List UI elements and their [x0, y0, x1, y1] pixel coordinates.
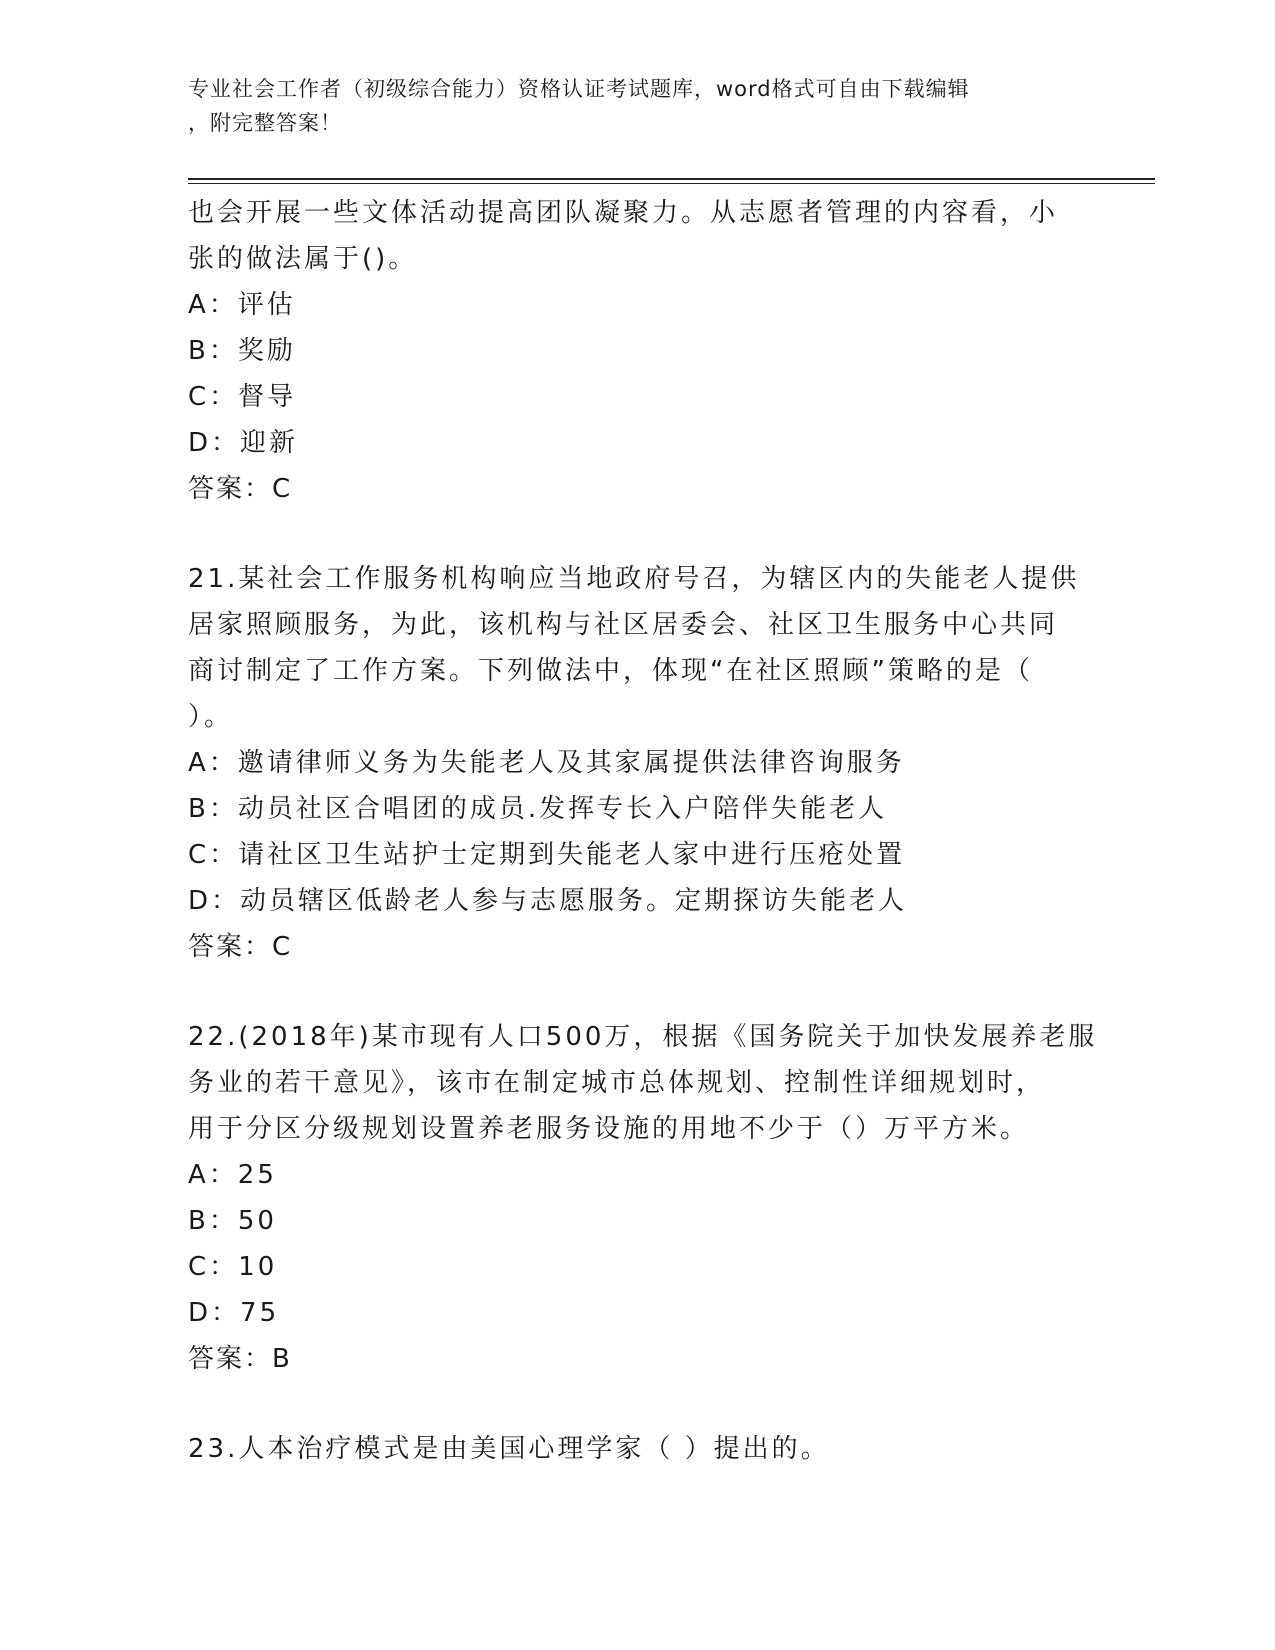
spacer — [188, 970, 1088, 1014]
option-b: B：动员社区合唱团的成员.发挥专长入户陪伴失能老人 — [188, 794, 888, 824]
header-divider-thick — [188, 178, 1155, 180]
header-line-1: 专业社会工作者（初级综合能力）资格认证考试题库，word格式可自由下载编辑 — [188, 77, 970, 101]
answer-line: 答案：C — [188, 474, 293, 504]
question-text-line: 务业的若干意见》，该市在制定城市总体规划、控制性详细规划时， — [188, 1068, 1046, 1098]
document-header — [188, 72, 1068, 140]
spacer — [188, 1382, 1088, 1426]
option-c: C：请社区卫生站护士定期到失能老人家中进行压疮处置 — [188, 840, 906, 870]
question-text-line: 用于分区分级规划设置养老服务设施的用地不少于（）万平方米。 — [188, 1114, 1030, 1144]
question-text-line: 22.(2018年)某市现有人口500万，根据《国务院关于加快发展养老服 — [188, 1022, 1098, 1052]
document-body — [188, 190, 1098, 1472]
question-text-line: 张的做法属于()。 — [188, 244, 418, 274]
question-22 — [188, 1014, 1098, 1382]
header-divider-thin — [188, 183, 1155, 184]
option-b: B：50 — [188, 1206, 277, 1236]
answer-line: 答案：C — [188, 932, 293, 962]
question-21 — [188, 556, 1088, 970]
question-text-line: 商讨制定了工作方案。下列做法中，体现“在社区照顾”策略的是（ — [188, 656, 1033, 686]
question-text-line: 也会开展一些文体活动提高团队凝聚力。从志愿者管理的内容看，小 — [188, 198, 1059, 228]
header-line-2: ，附完整答案！ — [188, 111, 342, 135]
spacer — [188, 512, 1088, 556]
option-b: B：奖励 — [188, 336, 296, 366]
option-a: A：评估 — [188, 290, 296, 320]
option-c: C：10 — [188, 1252, 278, 1282]
option-d: D：75 — [188, 1298, 280, 1328]
option-d: D：动员辖区低龄老人参与志愿服务。定期探访失能老人 — [188, 886, 908, 916]
question-23 — [188, 1426, 1088, 1472]
answer-line: 答案：B — [188, 1344, 292, 1374]
option-c: C：督导 — [188, 382, 297, 412]
option-d: D：迎新 — [188, 428, 299, 458]
question-text-line: 21.某社会工作服务机构响应当地政府号召，为辖区内的失能老人提供 — [188, 564, 1080, 594]
option-a: A：邀请律师义务为失能老人及其家属提供法律咨询服务 — [188, 748, 905, 778]
question-text-line: 23.人本治疗模式是由美国心理学家（ ）提出的。 — [188, 1434, 830, 1464]
question-20-continued — [188, 190, 1088, 512]
option-a: A：25 — [188, 1160, 277, 1190]
question-text-line: ）。 — [188, 702, 234, 732]
question-text-line: 居家照顾服务，为此，该机构与社区居委会、社区卫生服务中心共同 — [188, 610, 1059, 640]
